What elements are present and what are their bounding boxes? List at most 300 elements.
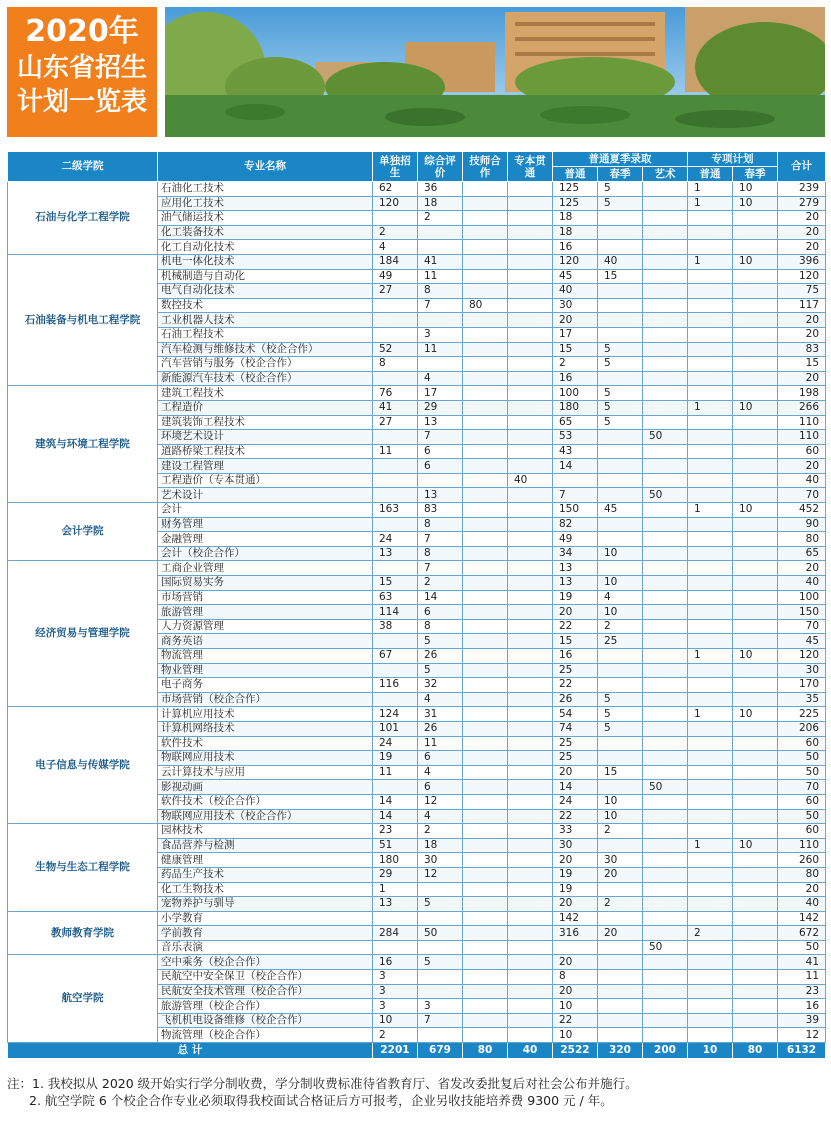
quota-cell: 10: [733, 649, 778, 664]
quota-cell: 27: [373, 415, 418, 430]
quota-cell: [688, 240, 733, 255]
major-name: 民航空中安全保卫（校企合作）: [158, 970, 373, 985]
quota-cell: [418, 240, 463, 255]
quota-cell: 52: [373, 342, 418, 357]
quota-cell: 8: [418, 284, 463, 299]
major-name: 商务英语: [158, 634, 373, 649]
row-total: 83: [778, 342, 826, 357]
total-cell: 2201: [373, 1043, 418, 1059]
quota-cell: [463, 459, 508, 474]
quota-cell: [733, 780, 778, 795]
quota-cell: [733, 634, 778, 649]
row-total: 30: [778, 663, 826, 678]
major-name: 健康管理: [158, 853, 373, 868]
quota-cell: [688, 473, 733, 488]
row-total: 41: [778, 955, 826, 970]
quota-cell: 14: [373, 809, 418, 824]
quota-cell: [733, 867, 778, 882]
quota-cell: [688, 970, 733, 985]
quota-cell: [733, 926, 778, 941]
quota-cell: 10: [733, 707, 778, 722]
quota-cell: [598, 240, 643, 255]
quota-cell: [733, 444, 778, 459]
major-name: 工程造价（专本贯通）: [158, 473, 373, 488]
quota-cell: 50: [643, 488, 688, 503]
table-row: [8, 182, 826, 197]
quota-cell: [508, 999, 553, 1014]
quota-cell: [508, 984, 553, 999]
quota-cell: 22: [553, 678, 598, 693]
totals-label: 总 计: [8, 1043, 373, 1059]
quota-cell: [508, 853, 553, 868]
quota-cell: [598, 999, 643, 1014]
quota-cell: [463, 619, 508, 634]
header-technician: 技师合作: [463, 152, 508, 182]
quota-cell: [733, 298, 778, 313]
quota-cell: [643, 517, 688, 532]
quota-cell: 114: [373, 605, 418, 620]
header-total: 合计: [778, 152, 826, 182]
row-total: 20: [778, 313, 826, 328]
quota-cell: [463, 882, 508, 897]
quota-cell: 20: [553, 313, 598, 328]
quota-cell: [463, 240, 508, 255]
quota-cell: [643, 955, 688, 970]
major-name: 计算机网络技术: [158, 721, 373, 736]
quota-cell: [643, 619, 688, 634]
quota-cell: [418, 1028, 463, 1043]
quota-cell: [463, 926, 508, 941]
quota-cell: [643, 707, 688, 722]
quota-cell: 10: [733, 254, 778, 269]
quota-cell: 142: [553, 911, 598, 926]
major-name: 油气储运技术: [158, 211, 373, 226]
quota-cell: 14: [553, 780, 598, 795]
quota-cell: 17: [418, 386, 463, 401]
total-cell: 80: [733, 1043, 778, 1059]
quota-cell: 5: [418, 955, 463, 970]
quota-cell: [463, 576, 508, 591]
quota-cell: [643, 867, 688, 882]
quota-cell: [463, 590, 508, 605]
quota-cell: 20: [553, 853, 598, 868]
major-name: 电子商务: [158, 678, 373, 693]
quota-cell: 74: [553, 721, 598, 736]
table-body: [8, 182, 826, 1043]
quota-cell: [733, 386, 778, 401]
quota-cell: [373, 459, 418, 474]
major-name: 会计: [158, 503, 373, 518]
major-name: 软件技术（校企合作）: [158, 794, 373, 809]
title-year: 2020年: [25, 14, 139, 49]
quota-cell: [463, 999, 508, 1014]
quota-cell: [688, 269, 733, 284]
quota-cell: 150: [553, 503, 598, 518]
quota-cell: [463, 736, 508, 751]
quota-cell: 7: [418, 1013, 463, 1028]
quota-cell: 45: [553, 269, 598, 284]
quota-cell: 1: [373, 882, 418, 897]
quota-cell: [373, 634, 418, 649]
header-major: 专业名称: [158, 152, 373, 182]
quota-cell: [598, 940, 643, 955]
quota-cell: [598, 313, 643, 328]
quota-cell: 1: [688, 400, 733, 415]
quota-cell: [643, 211, 688, 226]
major-name: 石油化工技术: [158, 182, 373, 197]
quota-cell: [733, 371, 778, 386]
quota-cell: [643, 196, 688, 211]
quota-cell: 10: [598, 576, 643, 591]
quota-cell: [508, 371, 553, 386]
quota-cell: 24: [373, 736, 418, 751]
quota-cell: [643, 400, 688, 415]
quota-cell: [688, 619, 733, 634]
quota-cell: [688, 488, 733, 503]
quota-cell: 6: [418, 459, 463, 474]
department-name: 石油与化学工程学院: [8, 182, 158, 255]
department-name: 会计学院: [8, 503, 158, 561]
quota-cell: 10: [733, 182, 778, 197]
quota-cell: 50: [643, 780, 688, 795]
quota-cell: [463, 313, 508, 328]
quota-cell: 16: [553, 649, 598, 664]
quota-cell: [508, 911, 553, 926]
quota-cell: 5: [598, 182, 643, 197]
header-special-regular: 普通: [688, 167, 733, 182]
quota-cell: [643, 415, 688, 430]
quota-cell: 30: [418, 853, 463, 868]
quota-cell: 19: [373, 751, 418, 766]
major-name: 金融管理: [158, 532, 373, 547]
quota-cell: [733, 692, 778, 707]
quota-cell: 4: [598, 590, 643, 605]
quota-cell: [463, 838, 508, 853]
quota-cell: [688, 1028, 733, 1043]
quota-cell: [643, 182, 688, 197]
quota-cell: [508, 955, 553, 970]
quota-cell: [598, 284, 643, 299]
quota-cell: [508, 196, 553, 211]
quota-cell: 14: [373, 794, 418, 809]
quota-cell: [733, 853, 778, 868]
quota-cell: 8: [373, 357, 418, 372]
quota-cell: [463, 663, 508, 678]
quota-cell: 63: [373, 590, 418, 605]
quota-cell: [508, 721, 553, 736]
quota-cell: 3: [373, 984, 418, 999]
major-name: 市场营销（校企合作）: [158, 692, 373, 707]
quota-cell: [598, 882, 643, 897]
quota-cell: [688, 678, 733, 693]
major-name: 空中乘务（校企合作）: [158, 955, 373, 970]
major-name: 石油工程技术: [158, 327, 373, 342]
row-total: 672: [778, 926, 826, 941]
quota-cell: [598, 911, 643, 926]
quota-cell: 6: [418, 444, 463, 459]
major-name: 学前教育: [158, 926, 373, 941]
quota-cell: [508, 809, 553, 824]
quota-cell: [463, 532, 508, 547]
quota-cell: [508, 824, 553, 839]
row-total: 266: [778, 400, 826, 415]
quota-cell: 2: [598, 619, 643, 634]
quota-cell: [688, 809, 733, 824]
major-name: 人力资源管理: [158, 619, 373, 634]
note-2: 2. 航空学院 6 个校企合作专业必须取得我校面试合格证后方可报考，企业另收技能培养费 9300 元 / 年。: [29, 1093, 613, 1108]
quota-cell: [733, 663, 778, 678]
major-name: 宠物养护与驯导: [158, 897, 373, 912]
quota-cell: [733, 342, 778, 357]
quota-cell: [643, 357, 688, 372]
quota-cell: [463, 473, 508, 488]
quota-cell: [688, 576, 733, 591]
quota-cell: 100: [553, 386, 598, 401]
quota-cell: 125: [553, 182, 598, 197]
quota-cell: [508, 780, 553, 795]
department-name: 教师教育学院: [8, 911, 158, 955]
quota-cell: [733, 970, 778, 985]
quota-cell: [508, 882, 553, 897]
quota-cell: [508, 459, 553, 474]
major-name: 机械制造与自动化: [158, 269, 373, 284]
quota-cell: [733, 619, 778, 634]
major-name: 旅游管理（校企合作）: [158, 999, 373, 1014]
quota-cell: [733, 824, 778, 839]
quota-cell: [598, 532, 643, 547]
quota-cell: 16: [373, 955, 418, 970]
quota-cell: 1: [688, 707, 733, 722]
quota-cell: [508, 897, 553, 912]
quota-cell: [733, 809, 778, 824]
row-total: 50: [778, 809, 826, 824]
row-total: 260: [778, 853, 826, 868]
row-total: 75: [778, 284, 826, 299]
quota-cell: 2: [373, 225, 418, 240]
quota-cell: [733, 459, 778, 474]
quota-cell: 25: [553, 663, 598, 678]
table-row: [8, 254, 826, 269]
quota-cell: [508, 357, 553, 372]
quota-cell: [688, 897, 733, 912]
quota-cell: 53: [553, 430, 598, 445]
quota-cell: [643, 327, 688, 342]
total-cell: 80: [463, 1043, 508, 1059]
quota-cell: [508, 342, 553, 357]
quota-cell: [598, 649, 643, 664]
major-name: 物联网应用技术: [158, 751, 373, 766]
quota-cell: [508, 1013, 553, 1028]
quota-cell: 19: [553, 882, 598, 897]
table-row: [8, 824, 826, 839]
quota-cell: [598, 327, 643, 342]
major-name: 工业机器人技术: [158, 313, 373, 328]
quota-cell: [688, 692, 733, 707]
quota-cell: [508, 765, 553, 780]
quota-cell: 7: [418, 561, 463, 576]
row-total: 20: [778, 240, 826, 255]
quota-cell: [508, 663, 553, 678]
quota-cell: [508, 707, 553, 722]
quota-cell: [643, 824, 688, 839]
quota-cell: [463, 430, 508, 445]
quota-cell: [688, 590, 733, 605]
quota-cell: [643, 225, 688, 240]
major-name: 影视动画: [158, 780, 373, 795]
quota-cell: 4: [418, 371, 463, 386]
quota-cell: [373, 327, 418, 342]
quota-cell: [598, 298, 643, 313]
quota-cell: [508, 269, 553, 284]
quota-cell: [688, 751, 733, 766]
quota-cell: [598, 780, 643, 795]
quota-cell: [508, 1028, 553, 1043]
quota-cell: 5: [598, 415, 643, 430]
quota-cell: 49: [553, 532, 598, 547]
quota-cell: [508, 400, 553, 415]
major-name: 物流管理: [158, 649, 373, 664]
row-total: 396: [778, 254, 826, 269]
major-name: 旅游管理: [158, 605, 373, 620]
quota-cell: [688, 794, 733, 809]
quota-cell: 30: [598, 853, 643, 868]
header-zhuanben: 专本贯通: [508, 152, 553, 182]
row-total: 20: [778, 882, 826, 897]
quota-cell: [463, 182, 508, 197]
quota-cell: 4: [418, 765, 463, 780]
quota-cell: 8: [418, 546, 463, 561]
header-dept: 二级学院: [8, 152, 158, 182]
quota-cell: [643, 882, 688, 897]
quota-cell: [733, 765, 778, 780]
quota-cell: [598, 663, 643, 678]
quota-cell: 22: [553, 809, 598, 824]
quota-cell: 41: [373, 400, 418, 415]
quota-cell: [508, 254, 553, 269]
quota-cell: 23: [373, 824, 418, 839]
quota-cell: 2: [598, 897, 643, 912]
row-total: 239: [778, 182, 826, 197]
quota-cell: 33: [553, 824, 598, 839]
quota-cell: 11: [373, 765, 418, 780]
quota-cell: 10: [553, 999, 598, 1014]
major-name: 物流管理（校企合作）: [158, 1028, 373, 1043]
header-single-enrollment: 单独招生: [373, 152, 418, 182]
quota-cell: [733, 590, 778, 605]
quota-cell: [733, 327, 778, 342]
row-total: 100: [778, 590, 826, 605]
quota-cell: 40: [508, 473, 553, 488]
quota-cell: [463, 327, 508, 342]
quota-cell: 15: [598, 269, 643, 284]
major-name: 药品生产技术: [158, 867, 373, 882]
major-name: 新能源汽车技术（校企合作）: [158, 371, 373, 386]
quota-cell: 17: [553, 327, 598, 342]
quota-cell: 11: [418, 736, 463, 751]
quota-cell: [643, 751, 688, 766]
row-total: 20: [778, 225, 826, 240]
quota-cell: [463, 970, 508, 985]
row-total: 70: [778, 488, 826, 503]
row-total: 20: [778, 327, 826, 342]
quota-cell: 3: [418, 327, 463, 342]
major-name: 云计算技术与应用: [158, 765, 373, 780]
totals-row: [8, 1043, 826, 1059]
row-total: 65: [778, 546, 826, 561]
quota-cell: 5: [598, 400, 643, 415]
quota-cell: [463, 357, 508, 372]
quota-cell: [553, 940, 598, 955]
quota-cell: [643, 503, 688, 518]
quota-cell: [733, 269, 778, 284]
quota-cell: [733, 576, 778, 591]
quota-cell: [463, 765, 508, 780]
quota-cell: [508, 736, 553, 751]
quota-cell: [463, 853, 508, 868]
row-total: 110: [778, 430, 826, 445]
row-total: 40: [778, 897, 826, 912]
quota-cell: [553, 473, 598, 488]
quota-cell: 24: [553, 794, 598, 809]
quota-cell: 2: [598, 824, 643, 839]
quota-cell: 82: [553, 517, 598, 532]
quota-cell: [733, 882, 778, 897]
quota-cell: 11: [373, 444, 418, 459]
quota-cell: [733, 678, 778, 693]
quota-cell: [463, 678, 508, 693]
quota-cell: [508, 430, 553, 445]
quota-cell: 20: [598, 926, 643, 941]
quota-cell: [508, 751, 553, 766]
row-total: 150: [778, 605, 826, 620]
quota-cell: [688, 867, 733, 882]
quota-cell: [508, 634, 553, 649]
major-name: 市场营销: [158, 590, 373, 605]
quota-cell: [733, 721, 778, 736]
quota-cell: [598, 430, 643, 445]
table-row: [8, 955, 826, 970]
quota-cell: [463, 649, 508, 664]
quota-cell: 13: [418, 415, 463, 430]
quota-cell: 41: [418, 254, 463, 269]
row-total: 23: [778, 984, 826, 999]
quota-cell: [733, 1013, 778, 1028]
quota-cell: [688, 371, 733, 386]
quota-cell: [463, 342, 508, 357]
quota-cell: 120: [373, 196, 418, 211]
quota-cell: 14: [553, 459, 598, 474]
row-total: 50: [778, 765, 826, 780]
quota-cell: [418, 970, 463, 985]
quota-cell: [463, 517, 508, 532]
quota-cell: 15: [553, 634, 598, 649]
quota-cell: 8: [418, 517, 463, 532]
quota-cell: [463, 707, 508, 722]
major-name: 工程造价: [158, 400, 373, 415]
quota-cell: 11: [418, 269, 463, 284]
quota-cell: [508, 488, 553, 503]
quota-cell: [598, 225, 643, 240]
quota-cell: [688, 386, 733, 401]
row-total: 90: [778, 517, 826, 532]
quota-cell: [598, 371, 643, 386]
quota-cell: 50: [643, 430, 688, 445]
quota-cell: [643, 371, 688, 386]
quota-cell: [643, 809, 688, 824]
row-total: 40: [778, 576, 826, 591]
enrollment-plan-table: [7, 151, 826, 1059]
quota-cell: 2: [688, 926, 733, 941]
